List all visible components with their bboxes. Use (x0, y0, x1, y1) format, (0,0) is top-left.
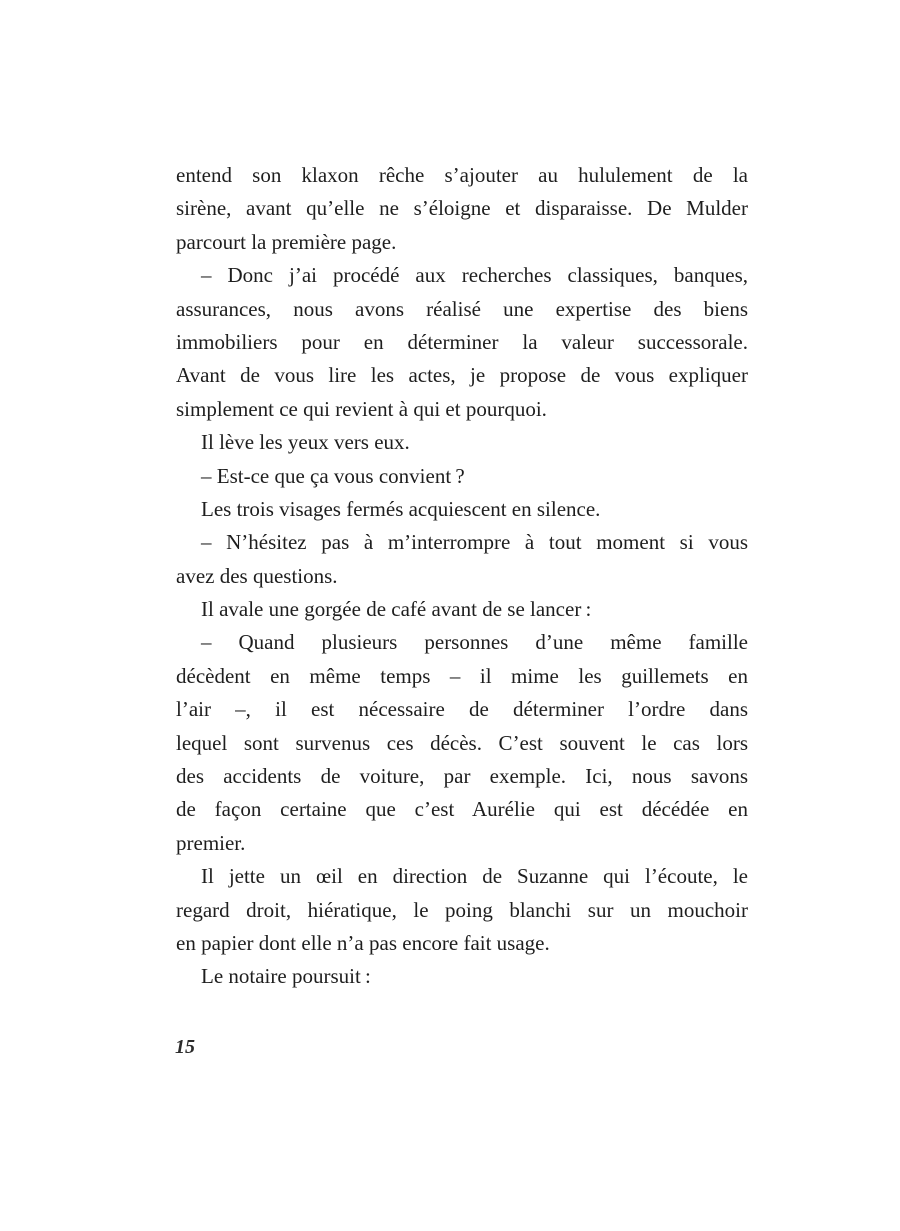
text-line: – Donc j’ai procédé aux recherches classiques, banques, (201, 263, 748, 288)
paragraph (176, 593, 748, 626)
text-line: l’air –, il est nécessaire de déterminer l’ordre dans (176, 697, 748, 722)
paragraph (176, 626, 748, 860)
text-line: des accidents de voiture, par exemple. Ici, nous savons (176, 764, 748, 789)
text-line: regard droit, hiératique, le poing blanchi sur un mouchoir (176, 897, 748, 922)
text-line: – Est-ce que ça vous convient ? (201, 463, 465, 488)
text-line: Le notaire poursuit : (201, 964, 371, 989)
paragraph (176, 426, 748, 459)
text-line: entend son klaxon rêche s’ajouter au hululement de la (176, 163, 748, 187)
paragraph (176, 860, 748, 960)
text-line: lequel sont survenus ces décès. C’est souvent le cas lors (176, 730, 748, 755)
text-line: immobiliers pour en déterminer la valeur successorale. (176, 329, 748, 354)
paragraph (176, 526, 748, 593)
text-line: Il jette un œil en direction de Suzanne qui l’écoute, le (201, 864, 748, 889)
paragraph (176, 159, 748, 259)
body-text (176, 159, 748, 994)
text-line: Il lève les yeux vers eux. (201, 430, 410, 455)
text-line: décèdent en même temps – il mime les guillemets en (176, 663, 748, 688)
text-line: premier. (176, 830, 246, 855)
paragraph (176, 259, 748, 426)
text-line: simplement ce qui revient à qui et pourquoi. (176, 396, 547, 421)
text-line: – N’hésitez pas à m’interrompre à tout moment si vous (201, 530, 748, 555)
text-line: de façon certaine que c’est Aurélie qui est décédée en (176, 797, 748, 822)
text-line: en papier dont elle n’a pas encore fait usage. (176, 930, 550, 955)
text-line: avez des questions. (176, 563, 338, 588)
text-line: Avant de vous lire les actes, je propose de vous expliquer (176, 363, 748, 388)
text-line: parcourt la première page. (176, 229, 397, 254)
page-number: 15 (175, 1036, 195, 1058)
paragraph (176, 493, 748, 526)
text-line: – Quand plusieurs personnes d’une même famille (201, 630, 748, 655)
text-line: assurances, nous avons réalisé une expertise des biens (176, 296, 748, 321)
paragraph (176, 460, 748, 493)
text-line: sirène, avant qu’elle ne s’éloigne et disparaisse. De Mulder (176, 196, 748, 221)
text-line: Il avale une gorgée de café avant de se lancer : (201, 597, 592, 622)
paragraph (176, 960, 748, 993)
text-line: Les trois visages fermés acquiescent en silence. (201, 496, 601, 521)
